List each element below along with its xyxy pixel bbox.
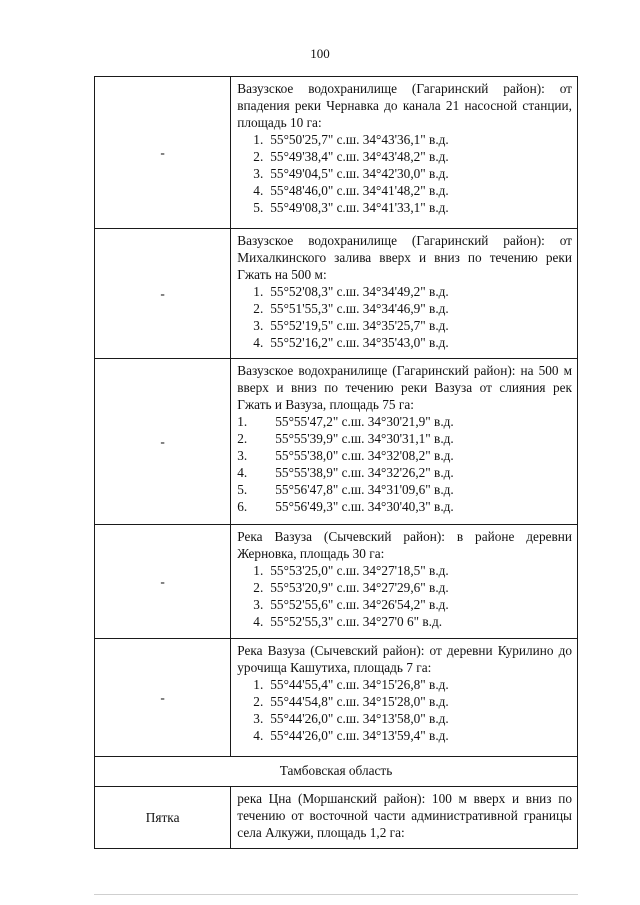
area-name-cell: - — [95, 229, 231, 359]
coordinate-list — [237, 283, 572, 351]
point-coordinates: 55°53'20,9" с.ш. 34°27'29,6" в.д. — [270, 580, 449, 595]
area-description-cell — [231, 525, 578, 639]
point-number: 1. — [253, 677, 264, 692]
point-coordinates: 55°52'16,2" с.ш. 34°35'43,0" в.д. — [270, 335, 449, 350]
point-number: 3. — [253, 318, 264, 333]
table-row — [95, 639, 578, 757]
point-number: 3. — [253, 711, 264, 726]
list-item — [237, 596, 572, 613]
point-number: 4. — [253, 183, 264, 198]
point-coordinates: 55°55'38,9" с.ш. 34°32'26,2" в.д. — [275, 465, 454, 480]
point-coordinates: 55°48'46,0" с.ш. 34°41'48,2" в.д. — [270, 183, 449, 198]
point-coordinates: 55°55'39,9" с.ш. 34°30'31,1" в.д. — [275, 431, 454, 446]
list-item — [237, 300, 572, 317]
list-item — [237, 430, 572, 447]
region-header: Тамбовская область — [95, 757, 578, 787]
point-number: 2. — [253, 694, 264, 709]
point-coordinates: 55°44'26,0" с.ш. 34°13'59,4" в.д. — [270, 728, 449, 743]
list-item — [237, 676, 572, 693]
list-item — [237, 283, 572, 300]
area-description-cell — [231, 639, 578, 757]
area-description: Вазузское водохранилище (Гагаринский район): от Михалкинского залива вверх и вниз по течению реки Гжать на 500 м: — [237, 233, 572, 282]
point-coordinates: 55°52'08,3" с.ш. 34°34'49,2" в.д. — [270, 284, 449, 299]
point-number: 4. — [253, 728, 264, 743]
point-number: 4. — [253, 335, 264, 350]
point-coordinates: 55°52'19,5" с.ш. 34°35'25,7" в.д. — [270, 318, 449, 333]
point-coordinates: 55°44'54,8" с.ш. 34°15'28,0" в.д. — [270, 694, 449, 709]
list-item — [237, 562, 572, 579]
list-item — [237, 579, 572, 596]
list-item — [237, 613, 572, 630]
coordinate-list — [237, 413, 572, 515]
point-coordinates: 55°55'47,2" с.ш. 34°30'21,9" в.д. — [275, 414, 454, 429]
table-row — [95, 229, 578, 359]
point-coordinates: 55°55'38,0" с.ш. 34°32'08,2" в.д. — [275, 448, 454, 463]
list-item — [237, 199, 572, 216]
point-coordinates: 55°51'55,3" с.ш. 34°34'46,9" в.д. — [270, 301, 449, 316]
point-number: 3. — [237, 448, 248, 463]
area-description: Река Вазуза (Сычевский район): от деревни Курилино до урочища Кашутиха, площадь 7 га: — [237, 643, 572, 675]
point-coordinates: 55°56'47,8" с.ш. 34°31'09,6" в.д. — [275, 482, 454, 497]
list-item — [237, 481, 572, 498]
area-description: Река Вазуза (Сычевский район): в районе деревни Жерновка, площадь 30 га: — [237, 529, 572, 561]
point-coordinates: 55°49'04,5" с.ш. 34°42'30,0" в.д. — [270, 166, 449, 181]
list-item — [237, 334, 572, 351]
point-number: 4. — [237, 465, 248, 480]
point-number: 1. — [237, 414, 248, 429]
point-coordinates: 55°44'26,0" с.ш. 34°13'58,0" в.д. — [270, 711, 449, 726]
point-number: 1. — [253, 284, 264, 299]
point-coordinates: 55°49'08,3" с.ш. 34°41'33,1" в.д. — [270, 200, 449, 215]
point-number: 3. — [253, 597, 264, 612]
area-description-cell — [231, 77, 578, 229]
list-item — [237, 693, 572, 710]
area-description-cell — [231, 359, 578, 525]
table-row — [95, 787, 578, 849]
point-coordinates: 55°50'25,7" с.ш. 34°43'36,1" в.д. — [270, 132, 449, 147]
point-number: 3. — [253, 166, 264, 181]
area-description-cell — [231, 787, 578, 849]
list-item — [237, 165, 572, 182]
area-name-cell: - — [95, 525, 231, 639]
area-name-cell: Пятка — [95, 787, 231, 849]
point-coordinates: 55°56'49,3" с.ш. 34°30'40,3" в.д. — [275, 499, 454, 514]
page-bottom-rule — [94, 894, 578, 895]
point-number: 2. — [253, 149, 264, 164]
list-item — [237, 498, 572, 515]
page-number: 100 — [310, 46, 330, 61]
coordinate-list — [237, 131, 572, 216]
list-item — [237, 727, 572, 744]
list-item — [237, 464, 572, 481]
table-row — [95, 359, 578, 525]
point-coordinates: 55°53'25,0" с.ш. 34°27'18,5" в.д. — [270, 563, 449, 578]
area-name-cell: - — [95, 639, 231, 757]
point-number: 6. — [237, 499, 248, 514]
list-item — [237, 182, 572, 199]
point-number: 2. — [237, 431, 248, 446]
list-item — [237, 447, 572, 464]
coordinate-list — [237, 676, 572, 744]
list-item — [237, 131, 572, 148]
list-item — [237, 317, 572, 334]
area-description: Вазузское водохранилище (Гагаринский район): на 500 м вверх и вниз по течению реки Вазуза от слияния рек Гжать и Вазуза, площадь 75 га: — [237, 363, 572, 412]
area-description-cell — [231, 229, 578, 359]
area-name-cell: - — [95, 77, 231, 229]
point-number: 2. — [253, 580, 264, 595]
list-item — [237, 148, 572, 165]
point-number: 1. — [253, 132, 264, 147]
point-number: 4. — [253, 614, 264, 629]
point-coordinates: 55°44'55,4" с.ш. 34°15'26,8" в.д. — [270, 677, 449, 692]
point-number: 5. — [253, 200, 264, 215]
point-number: 5. — [237, 482, 248, 497]
list-item — [237, 413, 572, 430]
point-number: 2. — [253, 301, 264, 316]
table-row — [95, 525, 578, 639]
point-coordinates: 55°52'55,3" с.ш. 34°27'0 6" в.д. — [270, 614, 443, 629]
region-header-row — [95, 757, 578, 787]
point-coordinates: 55°52'55,6" с.ш. 34°26'54,2" в.д. — [270, 597, 449, 612]
area-name-cell: - — [95, 359, 231, 525]
list-item — [237, 710, 572, 727]
coordinate-list — [237, 562, 572, 630]
area-description: река Цна (Моршанский район): 100 м вверх и вниз по течению от восточной части административной границы села Алкужи, площадь 1,2 га: — [237, 791, 572, 840]
table-row — [95, 77, 578, 229]
point-coordinates: 55°49'38,4" с.ш. 34°43'48,2" в.д. — [270, 149, 449, 164]
fishing-areas-table — [94, 76, 578, 849]
area-description: Вазузское водохранилище (Гагаринский район): от впадения реки Чернавка до канала 21 насосной станции, площадь 10 га: — [237, 81, 572, 130]
point-number: 1. — [253, 563, 264, 578]
